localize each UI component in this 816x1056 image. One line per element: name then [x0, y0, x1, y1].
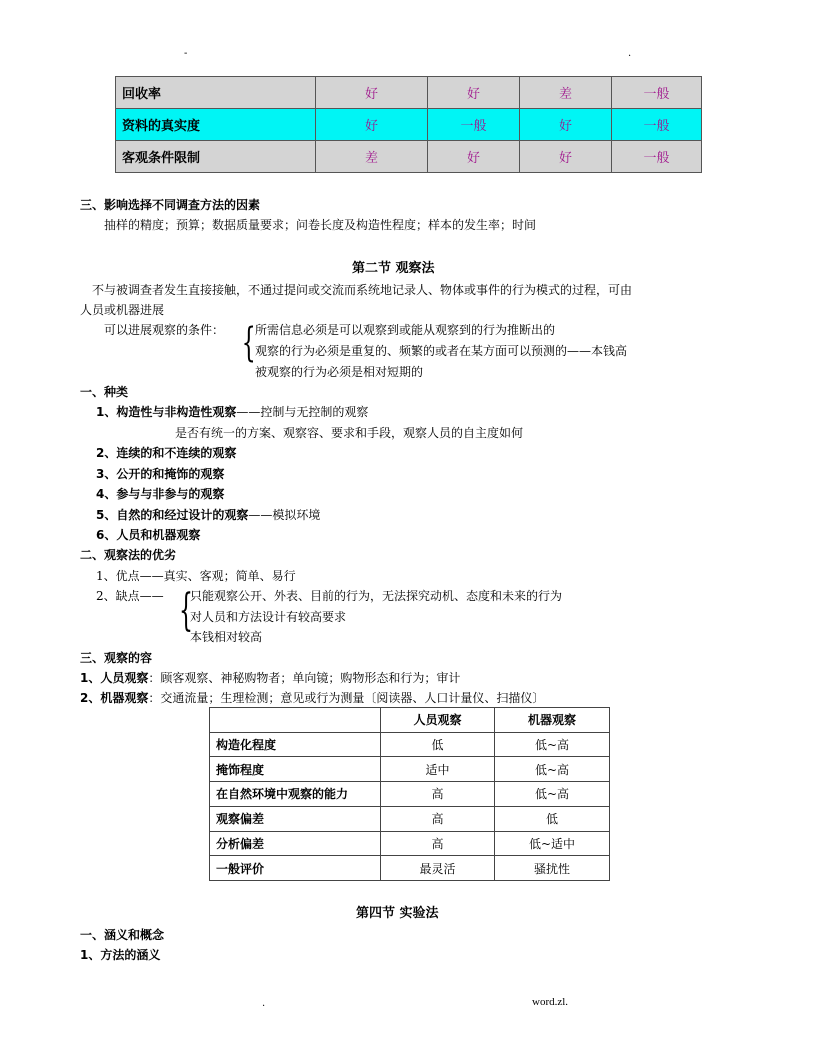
table-cell: 一般	[612, 77, 702, 109]
table-cell: 低~高	[495, 782, 610, 807]
type-item: 3、公开的和掩饰的观察	[96, 467, 225, 481]
condition-item: 观察的行为必须是重复的、频繁的或者在某方面可以预测的——本钱高	[255, 344, 628, 358]
table-cell: 低	[381, 732, 495, 757]
table-cell: 差	[316, 141, 428, 173]
row-label: 构造化程度	[210, 732, 381, 757]
footer-mark: .	[262, 998, 266, 1009]
header-mark-right: .	[628, 48, 632, 59]
table-row	[116, 109, 702, 141]
cons-label: 2、缺点——	[96, 589, 164, 603]
table-row	[210, 732, 610, 757]
type-label: 1、构造性与非构造性观察	[96, 405, 237, 419]
table-cell: 高	[381, 831, 495, 856]
table-row	[210, 782, 610, 807]
content-heading: 三、观察的容	[80, 651, 153, 665]
table-header-row	[210, 708, 610, 733]
row-label: 分析偏差	[210, 831, 381, 856]
row-label: 掩饰程度	[210, 757, 381, 782]
factors-body: 抽样的精度；预算；数据质量要求；问卷长度及构造性程度；样本的发生率；时间	[104, 218, 537, 232]
table-cell: 适中	[381, 757, 495, 782]
row-label: 客观条件限制	[116, 141, 316, 173]
section-intro-line1: 不与被调查者发生直接接触，不通过提问或交流而系统地记录人、物体或事件的行为模式的过程，可由	[92, 283, 633, 297]
type-item	[96, 404, 368, 420]
row-label: 观察偏差	[210, 806, 381, 831]
table-cell: 一般	[612, 109, 702, 141]
type-item: 6、人员和机器观察	[96, 528, 201, 542]
type-item	[96, 507, 320, 523]
table-cell: 低~适中	[495, 831, 610, 856]
row-label: 一般评价	[210, 856, 381, 881]
machine-observation-text: ：交通流量；生理检测；意见或行为测量〔阅读器、人口计量仪、扫描仪〕	[148, 691, 545, 705]
type-suffix: ——模拟环境	[248, 508, 321, 522]
left-brace-icon: {	[179, 585, 193, 636]
type-suffix: ——控制与无控制的观察	[236, 405, 369, 419]
left-brace-icon: {	[241, 320, 256, 366]
cons-item: 本钱相对较高	[190, 630, 263, 644]
section-title-observation: 第二节 观察法	[352, 261, 435, 276]
table-cell: 差	[520, 77, 612, 109]
row-label: 资料的真实度	[116, 109, 316, 141]
type-item: 2、连续的和不连续的观察	[96, 446, 237, 460]
table-cell: 好	[428, 77, 520, 109]
table-cell: 骚扰性	[495, 856, 610, 881]
human-observation-line	[80, 670, 460, 686]
observation-comparison-table	[209, 707, 610, 881]
table-row	[116, 141, 702, 173]
types-heading: 一、种类	[80, 385, 129, 399]
table-row	[210, 806, 610, 831]
type-item: 4、参与与非参与的观察	[96, 487, 225, 501]
table-cell: 低	[495, 806, 610, 831]
header-mark-left: -	[184, 48, 188, 59]
table-cell: 最灵活	[381, 856, 495, 881]
row-label: 回收率	[116, 77, 316, 109]
section-title-experiment: 第四节 实验法	[356, 906, 439, 921]
condition-item: 所需信息必须是可以观察到或能从观察到的行为推断出的	[255, 323, 556, 337]
footer-text: word.zl.	[532, 996, 569, 1008]
row-label: 在自然环境中观察的能力	[210, 782, 381, 807]
table-row	[116, 77, 702, 109]
experiment-heading-2: 1、方法的涵义	[80, 948, 161, 962]
cons-item: 只能观察公开、外表、目前的行为，无法探究动机、态度和未来的行为	[190, 589, 563, 603]
human-observation-label: 1、人员观察	[80, 671, 149, 685]
human-observation-text: ：顾客观察、神秘购物者；单向镜；购物形态和行为；审计	[148, 671, 461, 685]
table-row	[210, 856, 610, 881]
machine-observation-line	[80, 690, 544, 706]
factors-heading: 三、影响选择不同调查方法的因素	[80, 198, 261, 212]
table-row	[210, 831, 610, 856]
section-intro-line2: 人员或机器进展	[80, 303, 165, 317]
condition-item: 被观察的行为必须是相对短期的	[255, 365, 424, 379]
machine-observation-label: 2、机器观察	[80, 691, 149, 705]
table-cell: 高	[381, 806, 495, 831]
table-cell: 好	[316, 77, 428, 109]
survey-method-comparison-table	[115, 76, 702, 173]
table-cell: 好	[316, 109, 428, 141]
table-row	[210, 757, 610, 782]
table-header-cell: 人员观察	[381, 708, 495, 733]
conditions-label: 可以进展观察的条件：	[104, 323, 225, 337]
cons-item: 对人员和方法设计有较高要求	[190, 610, 347, 624]
table-cell: 一般	[612, 141, 702, 173]
pros-cons-heading: 二、观察法的优劣	[80, 548, 177, 562]
type-label: 5、自然的和经过设计的观察	[96, 508, 249, 522]
pros-line: 1、优点——真实、客观；简单、易行	[96, 569, 296, 583]
table-cell: 低~高	[495, 757, 610, 782]
table-header-cell: 机器观察	[495, 708, 610, 733]
table-header-cell	[210, 708, 381, 733]
table-cell: 高	[381, 782, 495, 807]
experiment-heading-1: 一、涵义和概念	[80, 928, 165, 942]
table-cell: 好	[428, 141, 520, 173]
type-note: 是否有统一的方案、观察容、要求和手段，观察人员的自主度如何	[175, 426, 524, 440]
table-cell: 低~高	[495, 732, 610, 757]
table-cell: 好	[520, 109, 612, 141]
table-cell: 好	[520, 141, 612, 173]
table-cell: 一般	[428, 109, 520, 141]
